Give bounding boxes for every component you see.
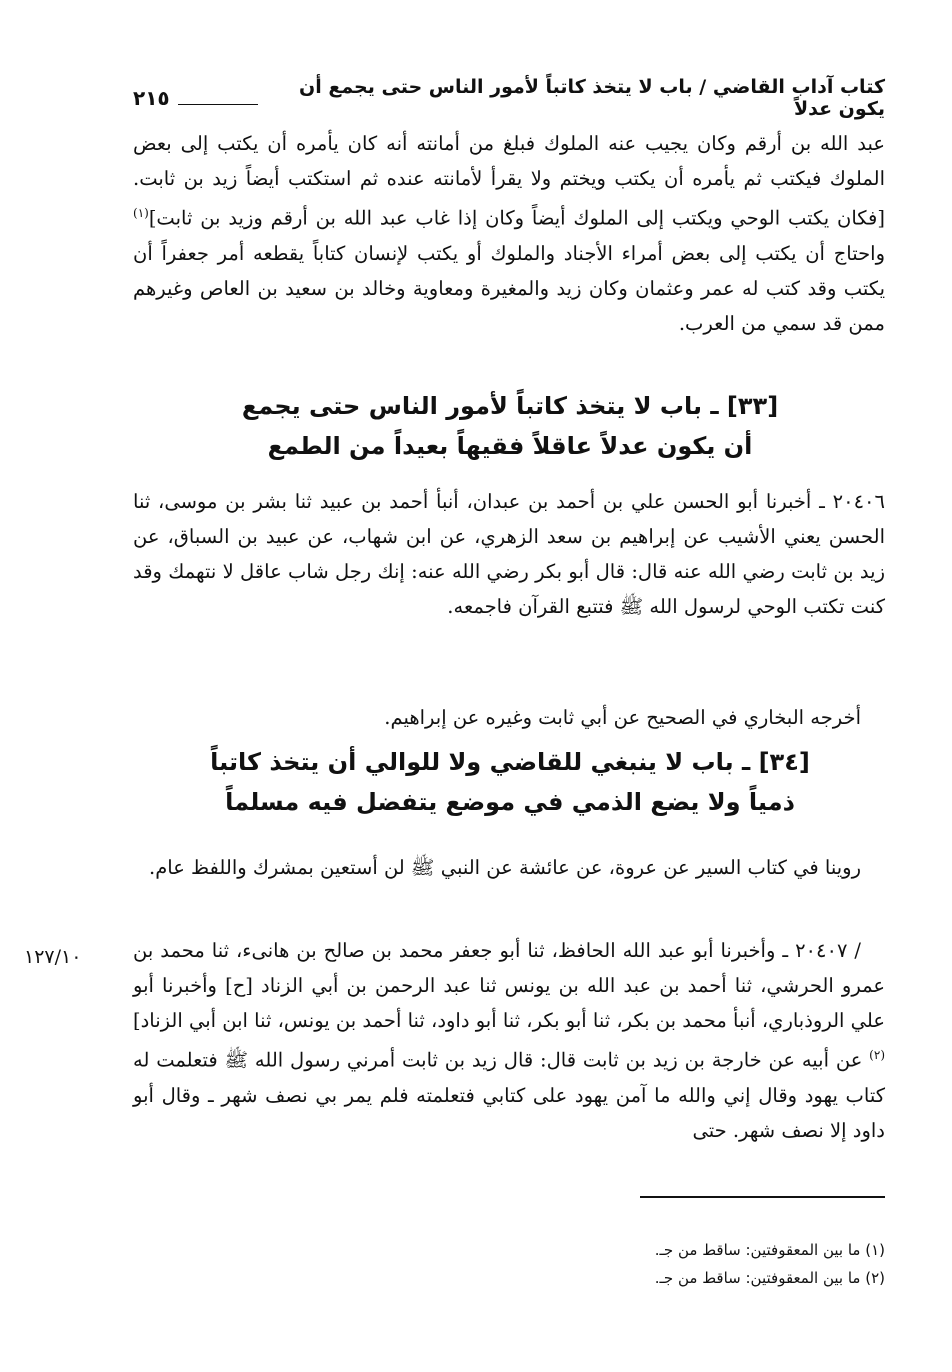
chapter-heading-33-line2: أن يكون عدلاً عاقلاً فقيهاً بعيداً من الطمع: [267, 432, 753, 460]
chapter-heading-33: [150, 386, 870, 466]
paragraph-intro-rest: واحتاج أن يكتب إلى بعض أمراء الأجناد والملوك أو يكتب لإنسان كتاباً يقطعه أمر جعفراً أن يكتب وقد كتب له عمر وعثمان وكان زيد والمغيرة ومعاوية وخالد بن سعيد بن العاص وغيرهم ممن قد سمي من العرب.: [133, 241, 885, 335]
page-number: ٢١٥: [133, 86, 170, 110]
chapter-heading-34-line2: ذمياً ولا يضع الذمي في موضع يتفضل فيه مسلماً: [225, 788, 795, 816]
paragraph-seerah: روينا في كتاب السير عن عروة، عن عائشة عن النبي ﷺ لن أستعين بمشرك واللفظ عام.: [149, 856, 861, 879]
takhrij-note: أخرجه البخاري في الصحيح عن أبي ثابت وغيره عن إبراهيم.: [384, 706, 861, 729]
paragraph-intro: [133, 126, 885, 341]
chapter-heading-34: [150, 742, 870, 822]
running-header: [133, 76, 885, 120]
header-rule: [178, 104, 258, 105]
footnote-marker-1: (١): [133, 206, 149, 220]
footnote-separator: [640, 1196, 885, 1198]
hadith-20407-rest: عن أبيه عن خارجة بن زيد بن ثابت قال: قال زيد بن ثابت أمرني رسول الله ﷺ فتعلمت له كتاب يهود وقال إني والله ما آمن يهود على كتابي فتعلمته فلم يمر بي نصف شهر ـ وقال أبو داود إلا نصف شهر. حتى: [133, 1048, 885, 1142]
footnote-2: (٢) ما بين المعقوفتين: ساقط من جـ.: [654, 1269, 885, 1287]
hadith-20406: ٢٠٤٠٦ ـ أخبرنا أبو الحسن علي بن أحمد بن عبدان، أنبأ أحمد بن عبيد ثنا بشر بن موسى، ثنا الحسن يعني الأشيب عن إبراهيم بن سعد الزهري، عن ابن شهاب، عن عبيد بن السباق، عن زيد بن ثابت رضي الله عنه قال: قال أبو بكر رضي الله عنه: إنك رجل شاب عاقل لا نتهمك وقد كنت تكتب الوحي لرسول الله ﷺ فتتبع القرآن فاجمعه.: [133, 490, 885, 618]
footnote-marker-2: (٢): [869, 1048, 885, 1062]
margin-reference: ١٢٧/١٠: [24, 946, 82, 968]
chapter-heading-33-line1: [٣٣] ـ باب لا يتخذ كاتباً لأمور الناس حتى يجمع: [241, 392, 779, 420]
chapter-heading-34-line1: [٣٤] ـ باب لا ينبغي للقاضي ولا للوالي أن يتخذ كاتباً: [210, 748, 810, 776]
paragraph-intro-text: عبد الله بن أرقم وكان يجيب عنه الملوك فبلغ من أمانته أنه كان يأمره أن يكتب إلى بعض الملوك فيكتب ثم يأمره أن يكتب ويختم ولا يقرأ لأمانته عنده ثم استكتب أيضاً زيد بن ثابت. [فكان يكتب الوحي ويكتب إلى الملوك أيضاً وكان إذا غاب عبد الله بن أرقم وزيد بن ثابت]: [133, 132, 885, 230]
header-title: كتاب آداب القاضي / باب لا يتخذ كاتباً لأمور الناس حتى يجمع أن يكون عدلاً: [299, 76, 885, 120]
footnote-1: (١) ما بين المعقوفتين: ساقط من جـ.: [654, 1241, 885, 1259]
hadith-20407: [133, 933, 885, 1148]
hadith-20407-text: / ٢٠٤٠٧ ـ وأخبرنا أبو عبد الله الحافظ، ثنا أبو جعفر محمد بن صالح بن هانىء، ثنا محمد بن عمرو الحرشي، ثنا أحمد بن عبد الله بن يونس ثنا عبد الرحمن بن أبي الزناد [ح] وأخبرنا أبو علي الروذباري، أنبأ محمد بن بكر، ثنا أبو بكر، ثنا أبو داود، ثنا أحمد بن يونس، ثنا ابن أبي الزناد]: [133, 939, 885, 1032]
